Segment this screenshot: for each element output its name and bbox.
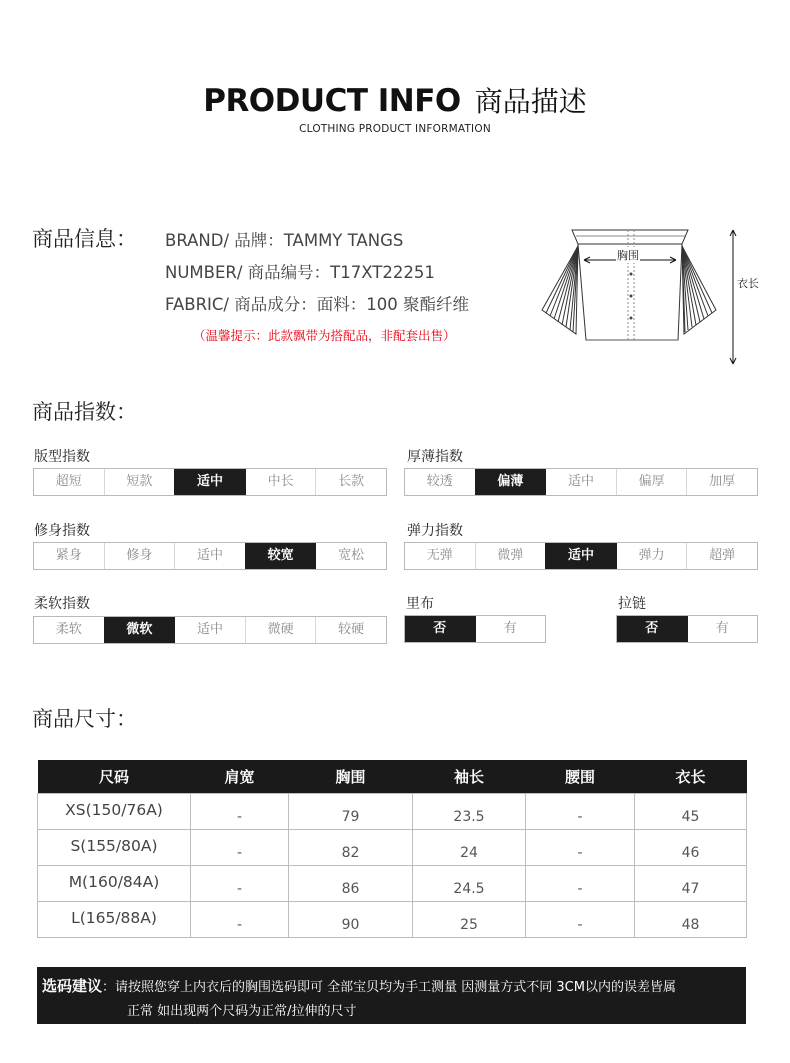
length-cell: 46 [635,830,747,866]
shoulder-cell: - [191,830,289,866]
elasticity-option: 无弹 [426,548,453,563]
table-row [38,866,747,902]
chest-label: 胸围 [617,249,639,262]
zipper-scale [616,615,758,643]
lining-option: 有 [475,616,546,642]
notice-text: （温馨提示：此款飘带为搭配品，非配套出售） [193,328,456,343]
title-cn: 商品描述 [474,85,587,118]
shoulder-cell: - [191,794,289,830]
size-table-header [38,760,747,794]
zipper-label: 拉链 [618,596,646,612]
sleeve-cell: 24 [413,830,526,866]
elasticity-option: 微弹 [475,543,546,569]
index-section-title: 商品指数： [32,400,137,424]
advice-label: 选码建议 [42,977,103,995]
advice-text-2: 正常 如出现两个尺码为正常/拉伸的尺寸 [127,1004,357,1019]
slimness-option: 适中 [174,543,245,569]
size-table [37,760,747,938]
lining-option: 否 [405,616,475,642]
advice-line-1 [42,974,740,1000]
fit-index-scale [33,468,387,496]
col-chest: 胸围 [289,760,413,794]
thickness-index-label: 厚薄指数 [407,449,463,465]
fit-option: 中长 [245,469,316,495]
elasticity-option: 超弹 [686,543,757,569]
softness-option: 微硬 [245,617,316,643]
length-label: 衣长 [737,277,759,290]
col-sleeve: 袖长 [413,760,526,794]
shoulder-cell: - [191,902,289,938]
elasticity-index-scale [404,542,758,570]
zipper-option: 否 [617,616,687,642]
brand-line: BRAND/ 品牌：TAMMY TANGS [165,231,404,250]
fit-option: 短款 [104,469,175,495]
lining-label: 里布 [406,596,434,612]
thickness-option: 较透 [426,474,453,489]
sleeve-cell: 23.5 [413,794,526,830]
zipper-option: 有 [687,616,758,642]
fit-index-label: 版型指数 [34,449,90,465]
col-waist: 腰围 [526,760,635,794]
slimness-option: 修身 [104,543,175,569]
col-size: 尺码 [38,760,191,794]
number-line: NUMBER/ 商品编号：T17XT22251 [165,263,435,282]
softness-index-label: 柔软指数 [34,596,90,612]
length-cell: 48 [635,902,747,938]
size-section-title: 商品尺寸： [32,707,137,731]
size-cell: S(155/80A) [38,830,191,866]
chest-cell: 79 [289,794,413,830]
softness-option: 微软 [104,617,175,643]
softness-option: 适中 [174,617,245,643]
thickness-option: 加厚 [686,469,757,495]
advice-text-1: ：请按照您穿上内衣后的胸围选码即可 全部宝贝均为手工测量 因测量方式不同 3CM以内的误差皆属 [102,980,676,995]
thickness-option: 适中 [545,469,616,495]
slimness-option: 宽松 [315,543,386,569]
fit-option: 长款 [315,469,386,495]
page-title [0,80,790,120]
chest-cell: 82 [289,830,413,866]
thickness-index-scale [404,468,758,496]
garment-diagram [538,222,778,372]
thickness-option: 偏厚 [616,469,687,495]
lining-scale [404,615,546,643]
table-row [38,902,747,938]
size-advice [37,967,746,1024]
col-shoulder: 肩宽 [191,760,289,794]
waist-cell: - [526,866,635,902]
elasticity-option: 弹力 [616,543,687,569]
softness-index-scale [33,616,387,644]
chest-cell: 86 [289,866,413,902]
col-length: 衣长 [635,760,747,794]
table-row [38,794,747,830]
title-en: PRODUCT INFO [203,83,461,119]
shoulder-cell: - [191,866,289,902]
slimness-index-label: 修身指数 [34,523,90,539]
thickness-option: 偏薄 [475,469,546,495]
table-row [38,830,747,866]
info-section-label: 商品信息： [32,227,137,251]
softness-option: 柔软 [55,622,82,637]
fabric-line: FABRIC/ 商品成分：面料：100 聚酯纤维 [165,295,469,314]
fit-option: 适中 [174,469,245,495]
page-subtitle: CLOTHING PRODUCT INFORMATION [299,123,491,135]
softness-option: 较硬 [315,617,386,643]
size-cell: XS(150/76A) [38,794,191,830]
size-cell: L(165/88A) [38,902,191,938]
length-cell: 47 [635,866,747,902]
garment-sketch-icon [538,222,778,372]
waist-cell: - [526,830,635,866]
waist-cell: - [526,794,635,830]
elasticity-option: 适中 [545,543,616,569]
sleeve-cell: 25 [413,902,526,938]
slimness-option: 较宽 [245,543,316,569]
elasticity-index-label: 弹力指数 [407,523,463,539]
fit-option: 超短 [55,474,82,489]
chest-cell: 90 [289,902,413,938]
waist-cell: - [526,902,635,938]
slimness-index-scale [33,542,387,570]
sleeve-cell: 24.5 [413,866,526,902]
length-cell: 45 [635,794,747,830]
slimness-option: 紧身 [55,548,82,563]
size-cell: M(160/84A) [38,866,191,902]
